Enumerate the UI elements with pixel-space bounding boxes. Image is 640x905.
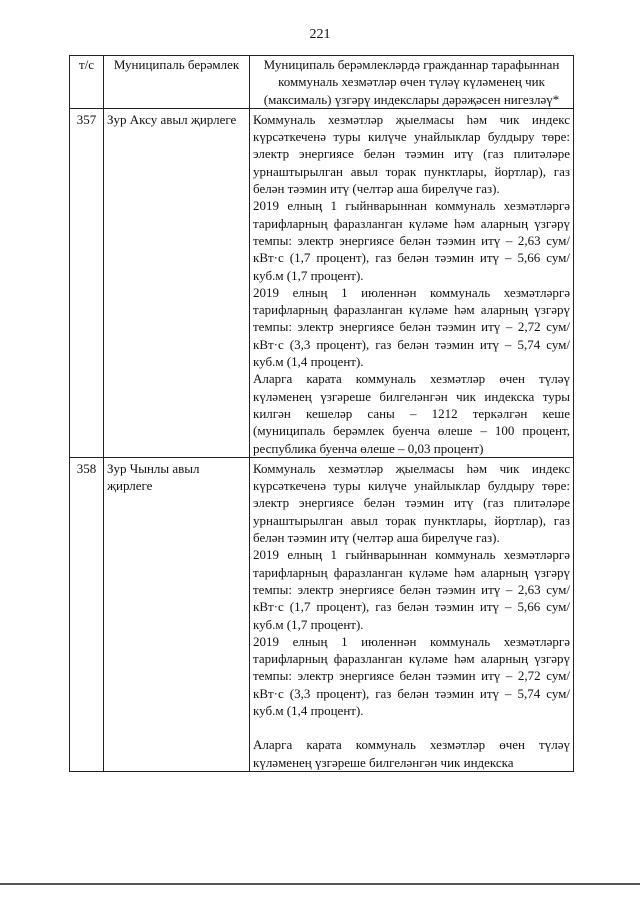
row-number: 357 <box>70 108 104 457</box>
municipality-name: Зур Аксу авыл җирлеге <box>104 108 250 457</box>
description-paragraph: Аларга карата коммуналь хезмәтләр өчен түләү күләменең үзгәреше билгеләнгән чик индекска туры килгән кешеләр саны – 1212 теркәлгән кеше (муниципаль берәмлек буенча өлеше – 100 процент, республика буенча өлеше – 0,03 процент) <box>253 371 570 456</box>
paragraph-gap <box>253 719 570 736</box>
description-paragraph: 2019 елның 1 гыйнварыннан коммуналь хезмәтләргә тарифларның фаразланган күләме һәм аларның үзгәрү темпы: электр энергиясе белән тәэмин итү – 2,63 сум/кВт·с (1,7 процент), газ белән тәэмин итү – 5,66 сум/куб.м (1,7 процент). <box>253 547 570 632</box>
municipality-name: Зур Чынлы авыл җирлеге <box>104 457 250 771</box>
description-cell <box>250 457 574 771</box>
description-paragraph: Коммуналь хезмәтләр җыелмасы һәм чик индекс күрсәткеченә туры килүче унайлыклар булдыру төре: электр энергиясе белән тәэмин итү (газ плитәләре урнаштырылган авыл торак пунктлары, йортлар), газ белән тәэмин итү (челтәр аша бирелүче газ). <box>253 460 570 546</box>
page-bottom-rule <box>0 883 640 885</box>
header-municipality: Муниципаль берәмлек <box>104 56 250 109</box>
table-row <box>70 108 574 457</box>
header-num: т/с <box>70 56 104 109</box>
table-row <box>70 457 574 771</box>
description-cell <box>250 108 574 457</box>
row-number: 358 <box>70 457 104 771</box>
description-paragraph: 2019 елның 1 июленнән коммуналь хезмәтләргә тарифларның фаразланган күләме һәм аларның үзгәрү темпы: электр энергиясе белән тәэмин итү – 2,72 сум/кВт·с (3,3 процент), газ белән тәэмин итү – 5,74 сум/куб.м (1,4 процент). <box>253 284 570 370</box>
description-paragraph: Коммуналь хезмәтләр җыелмасы һәм чик индекс күрсәткеченә туры килүче унайлыклар булдыру төре: электр энергиясе белән тәэмин итү (газ плитәләре урнаштырылган авыл торак пунктлары, йортлар), газ белән тәэмин итү (челтәр аша бирелүче газ). <box>253 111 570 197</box>
table-header-row <box>70 56 574 109</box>
header-description: Муниципаль берәмлекләрдә гражданнар тарафыннан коммуналь хезмәтләр өчен түләү күләменең чик (максималь) үзгәрү индекслары дәрәҗәсен нигезләү* <box>250 56 574 109</box>
description-paragraph: 2019 елның 1 июленнән коммуналь хезмәтләргә тарифларның фаразланган күләме һәм аларның үзгәрү темпы: электр энергиясе белән тәэмин итү – 2,72 сум/кВт·с (3,3 процент), газ белән тәэмин итү – 5,74 сум/куб.м (1,4 процент). <box>253 633 570 718</box>
page-number: 221 <box>309 27 331 42</box>
description-paragraph: 2019 елның 1 гыйнварыннан коммуналь хезмәтләргә тарифларның фаразланган күләме һәм аларның үзгәрү темпы: электр энергиясе белән тәэмин итү – 2,63 сум/кВт·с (1,7 процент), газ белән тәэмин итү – 5,66 сум/куб.м (1,7 процент). <box>253 198 570 283</box>
description-paragraph: Аларга карата коммуналь хезмәтләр өчен түләү күләменең үзгәреше билгеләнгән чик индекска <box>253 737 570 770</box>
municipality-table <box>69 55 574 772</box>
